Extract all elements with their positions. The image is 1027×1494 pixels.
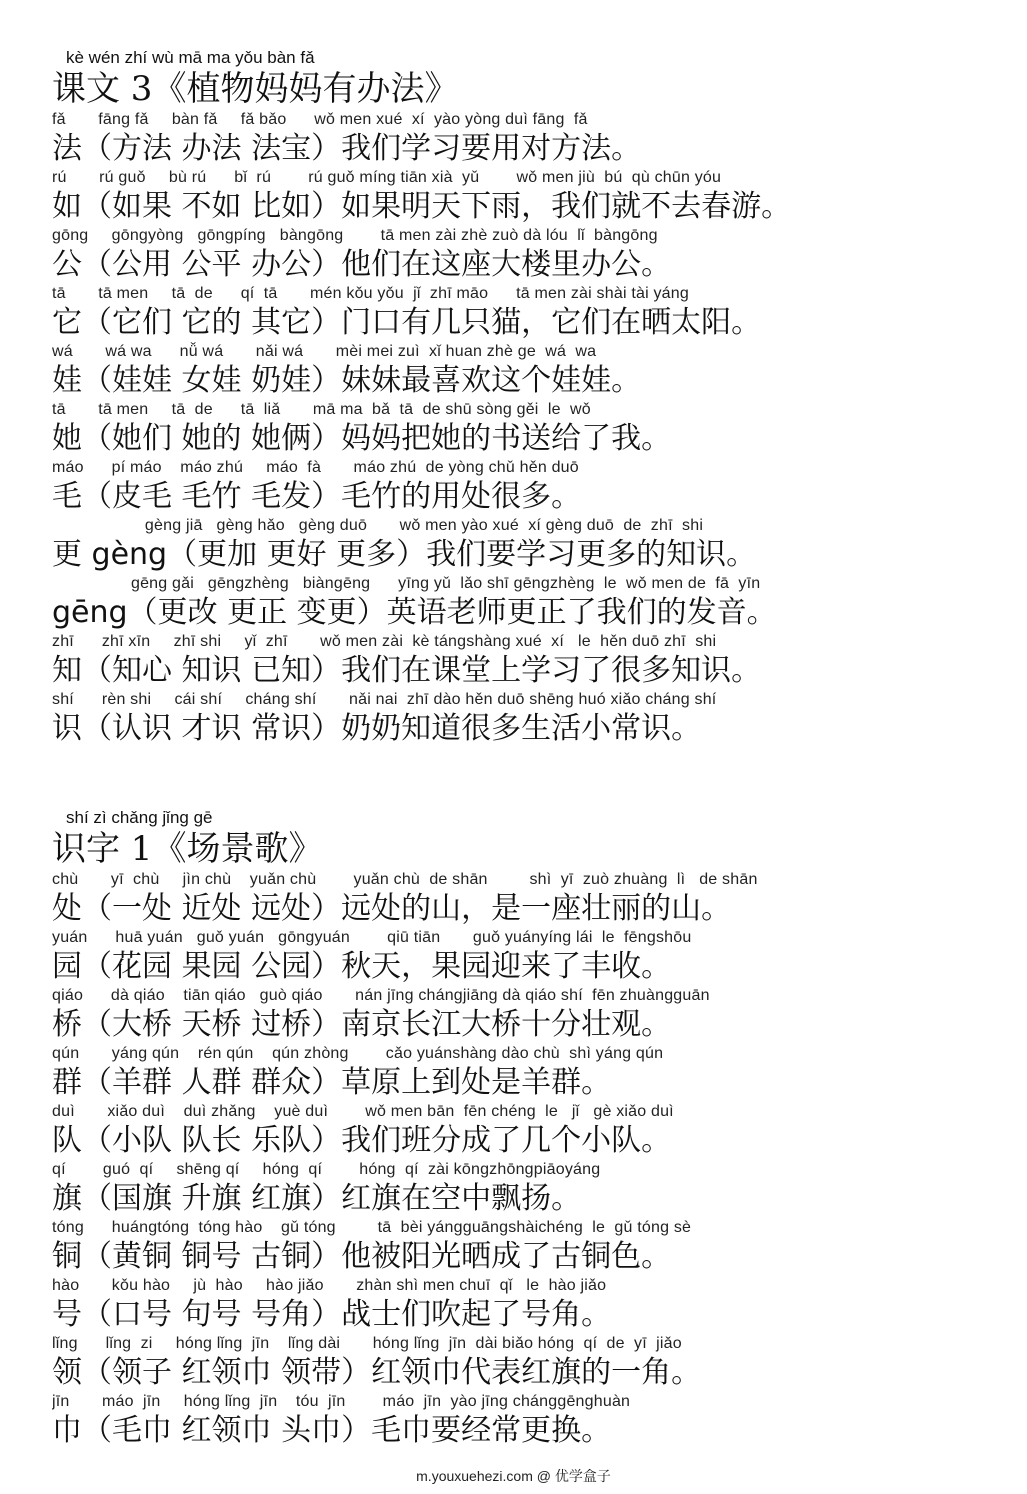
section-title: 课文 3《植物妈妈有办法》 [52, 69, 459, 109]
entry [52, 342, 1012, 400]
entry-pinyin: zhī zhī xīn zhī shi yǐ zhī wǒ men zài kè tángshàng xué xí le hěn duō zhī shi [52, 633, 717, 650]
entry [52, 110, 1012, 168]
entry-pinyin: jīn máo jīn hóng lǐng jīn tóu jīn máo jīn yào jīng chánggēnghuàn [52, 1393, 631, 1410]
section-literacy-1 [52, 808, 1012, 1450]
entry [52, 1218, 1012, 1276]
entry [52, 284, 1012, 342]
entry-pinyin: yuán huā yuán guǒ yuán gōngyuán qiū tiān guǒ yuányíng lái le fēngshōu [52, 929, 692, 946]
entry [52, 574, 1012, 632]
entry-pinyin: qiáo dà qiáo tiān qiáo guò qiáo nán jīng chángjiāng dà qiáo shí fēn zhuàngguān [52, 987, 710, 1004]
entry-text: 处（一处 近处 远处）远处的山，是一座壮丽的山。 [52, 891, 732, 926]
entry [52, 1102, 1012, 1160]
entry-text: 公（公用 公平 办公）他们在这座大楼里办公。 [52, 247, 672, 282]
entry [52, 516, 1012, 574]
entry-pinyin: hào kǒu hào jù hào hào jiǎo zhàn shì men chuī qǐ le hào jiǎo [52, 1277, 607, 1294]
entry-text: 它（它们 它的 其它）门口有几只猫，它们在晒太阳。 [52, 305, 762, 340]
entry-text: 旗（国旗 升旗 红旗）红旗在空中飘扬。 [52, 1181, 582, 1216]
entry-list [52, 870, 1012, 1450]
entry-pinyin: lǐng lǐng zi hóng lǐng jīn lǐng dài hóng lǐng jīn dài biǎo hóng qí de yī jiǎo [52, 1335, 682, 1352]
entry-text: 队（小队 队长 乐队）我们班分成了几个小队。 [52, 1123, 672, 1158]
entry-pinyin: wá wá wa nǚ wá nǎi wá mèi mei zuì xǐ huan zhè ge wá wa [52, 343, 597, 360]
entry [52, 1334, 1012, 1392]
entry-pinyin: qún yáng qún rén qún qún zhòng cǎo yuánshàng dào chù shì yáng qún [52, 1045, 664, 1062]
entry [52, 1160, 1012, 1218]
entry-text: 铜（黄铜 铜号 古铜）他被阳光晒成了古铜色。 [52, 1239, 672, 1274]
entry-text: 她（她们 她的 她俩）妈妈把她的书送给了我。 [52, 421, 672, 456]
entry-pinyin: máo pí máo máo zhú máo fà máo zhú de yòng chǔ hěn duō [52, 459, 579, 476]
entry-text: 桥（大桥 天桥 过桥）南京长江大桥十分壮观。 [52, 1007, 672, 1042]
section-title-pinyin: kè wén zhí wù mā ma yǒu bàn fǎ [66, 48, 315, 67]
section-title-pinyin: shí zì chǎng jǐng gē [66, 808, 213, 827]
entry-text: 领（领子 红领巾 领带）红领巾代表红旗的一角。 [52, 1355, 702, 1390]
section-title: 识字 1《场景歌》 [52, 829, 323, 869]
entry-text: 法（方法 办法 法宝）我们学习要用对方法。 [52, 131, 642, 166]
entry [52, 986, 1012, 1044]
entry-text: gēng（更改 更正 变更）英语老师更正了我们的发音。 [52, 595, 777, 630]
entry-pinyin: rú rú guǒ bù rú bǐ rú rú guǒ míng tiān xià yǔ wǒ men jiù bú qù chūn yóu [52, 169, 722, 186]
entry [52, 928, 1012, 986]
entry-pinyin: qí guó qí shēng qí hóng qí hóng qí zài kōngzhōngpiāoyáng [52, 1161, 601, 1178]
entry [52, 458, 1012, 516]
entry-list [52, 110, 1012, 748]
entry-text: 更 gèng（更加 更好 更多）我们要学习更多的知识。 [52, 537, 757, 572]
section-lesson-3 [52, 48, 1012, 748]
footer-watermark: m.youxuehezi.com @ 优学盒子 [416, 1468, 611, 1484]
entry [52, 400, 1012, 458]
entry [52, 226, 1012, 284]
entry-pinyin: tā tā men tā de tā liǎ mā ma bǎ tā de shū sòng gěi le wǒ [52, 401, 591, 418]
entry-pinyin: gēng gǎi gēngzhèng biàngēng yīng yǔ lǎo shī gēngzhèng le wǒ men de fā yīn [52, 575, 761, 592]
entry-pinyin: gèng jiā gèng hǎo gèng duō wǒ men yào xué xí gèng duō de zhī shi [52, 517, 704, 534]
entry [52, 1392, 1012, 1450]
entry-text: 巾（毛巾 红领巾 头巾）毛巾要经常更换。 [52, 1413, 612, 1448]
entry [52, 1044, 1012, 1102]
entry-pinyin: gōng gōngyòng gōngpíng bàngōng tā men zài zhè zuò dà lóu lǐ bàngōng [52, 227, 658, 244]
entry-text: 园（花园 果园 公园）秋天，果园迎来了丰收。 [52, 949, 672, 984]
entry-text: 毛（皮毛 毛竹 毛发）毛竹的用处很多。 [52, 479, 582, 514]
entry-pinyin: chù yī chù jìn chù yuǎn chù yuǎn chù de shān shì yī zuò zhuàng lì de shān [52, 871, 758, 888]
entry-text: 知（知心 知识 已知）我们在课堂上学习了很多知识。 [52, 653, 762, 688]
entry-pinyin: tā tā men tā de qí tā mén kǒu yǒu jǐ zhī māo tā men zài shài tài yáng [52, 285, 689, 302]
entry-pinyin: duì xiǎo duì duì zhǎng yuè duì wǒ men bān fēn chéng le jǐ gè xiǎo duì [52, 1103, 674, 1120]
entry-text: 如（如果 不如 比如）如果明天下雨，我们就不去春游。 [52, 189, 792, 224]
entry [52, 632, 1012, 690]
entry-text: 娃（娃娃 女娃 奶娃）妹妹最喜欢这个娃娃。 [52, 363, 642, 398]
entry [52, 1276, 1012, 1334]
entry-pinyin: tóng huángtóng tóng hào gǔ tóng tā bèi yángguāngshàichéng le gǔ tóng sè [52, 1219, 692, 1236]
entry [52, 690, 1012, 748]
entry [52, 870, 1012, 928]
entry [52, 168, 1012, 226]
entry-text: 识（认识 才识 常识）奶奶知道很多生活小常识。 [52, 711, 702, 746]
entry-text: 号（口号 句号 号角）战士们吹起了号角。 [52, 1297, 612, 1332]
entry-text: 群（羊群 人群 群众）草原上到处是羊群。 [52, 1065, 612, 1100]
entry-pinyin: shí rèn shi cái shí cháng shí nǎi nai zhī dào hěn duō shēng huó xiǎo cháng shí [52, 691, 717, 708]
entry-pinyin: fǎ fāng fǎ bàn fǎ fǎ bǎo wǒ men xué xí yào yòng duì fāng fǎ [52, 111, 588, 128]
